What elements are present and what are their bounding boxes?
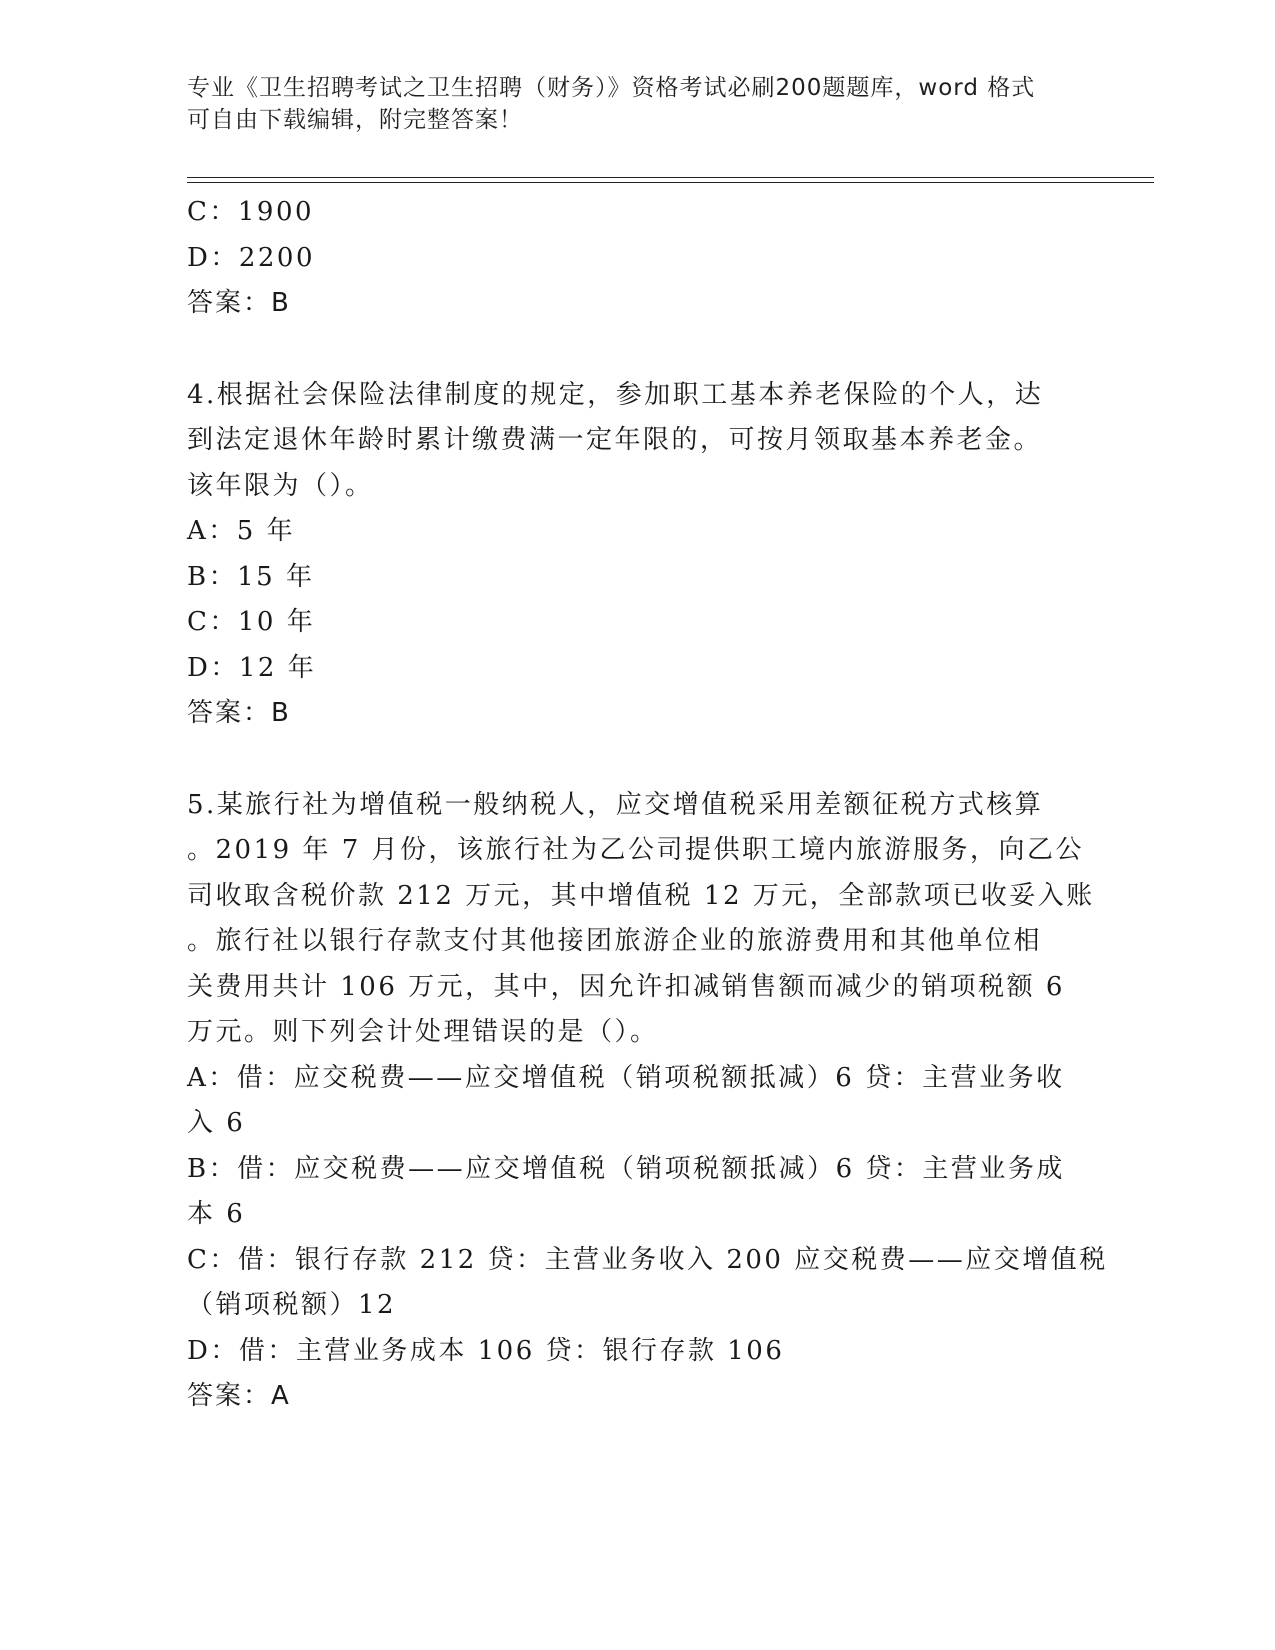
question-stem-line: 5.某旅行社为增值税一般纳税人，应交增值税采用差额征税方式核算 (187, 789, 1044, 820)
option-line: D：借：主营业务成本 106 贷：银行存款 106 (187, 1335, 785, 1366)
header-divider-bottom (187, 182, 1154, 183)
option-line: B：借：应交税费——应交增值税（销项税额抵减）6 贷：主营业务成 (187, 1153, 1065, 1184)
document-body (187, 190, 1108, 1420)
question-stem-line: 万元。则下列会计处理错误的是（）。 (187, 1017, 659, 1047)
option-b: B：15 年 (187, 561, 315, 592)
question-stem-line: 。旅行社以银行存款支付其他接团旅游企业的旅游费用和其他单位相 (187, 926, 1043, 956)
option-line: A：借：应交税费——应交增值税（销项税额抵减）6 贷：主营业务收 (187, 1062, 1065, 1093)
option-d: D：2200 (187, 242, 316, 273)
answer: 答案：A (187, 1381, 291, 1411)
question-stem (187, 373, 1072, 510)
option-b (187, 1147, 1072, 1238)
header-divider-top (187, 177, 1154, 178)
option-c: C：10 年 (187, 607, 316, 637)
option-line: 入 6 (187, 1108, 246, 1138)
option-line: 本 6 (187, 1199, 246, 1229)
option-a (187, 1056, 1072, 1147)
question-stem-line: 该年限为（）。 (187, 470, 374, 501)
header-title-line-1: 专业《卫生招聘考试之卫生招聘（财务）》资格考试必刷200题题库，word 格式 (187, 75, 1036, 101)
option-d (187, 1329, 1072, 1375)
question-stem-line: 司收取含税价款 212 万元，其中增值税 12 万元，全部款项已收妥入账 (187, 880, 1095, 911)
option-d: D：12 年 (187, 652, 317, 683)
answer: 答案：B (187, 288, 291, 318)
question-stem (187, 783, 1095, 1056)
option-a: A：5 年 (187, 516, 296, 546)
question-4 (187, 373, 1072, 737)
option-line: C：借：银行存款 212 贷：主营业务收入 200 应交税费——应交增值税 (187, 1244, 1108, 1275)
question-stem-line: 。2019 年 7 月份，该旅行社为乙公司提供职工境内旅游服务，向乙公 (187, 835, 1085, 865)
header-title-line-2: 可自由下载编辑，附完整答案！ (187, 107, 523, 133)
question-3-tail (187, 190, 1072, 327)
question-stem-line: 关费用共计 106 万元，其中，因允许扣减销售额而减少的销项税额 6 (187, 971, 1065, 1002)
answer: 答案：B (187, 698, 291, 728)
question-stem-line: 4.根据社会保险法律制度的规定，参加职工基本养老保险的个人，达 (187, 379, 1044, 410)
option-c (187, 1238, 1108, 1329)
option-c: C：1900 (187, 197, 315, 227)
page-header (187, 72, 1087, 136)
question-stem-line: 到法定退休年龄时累计缴费满一定年限的，可按月领取基本养老金。 (187, 425, 1043, 455)
question-5 (187, 783, 1108, 1420)
option-line: （销项税额）12 (187, 1290, 397, 1320)
